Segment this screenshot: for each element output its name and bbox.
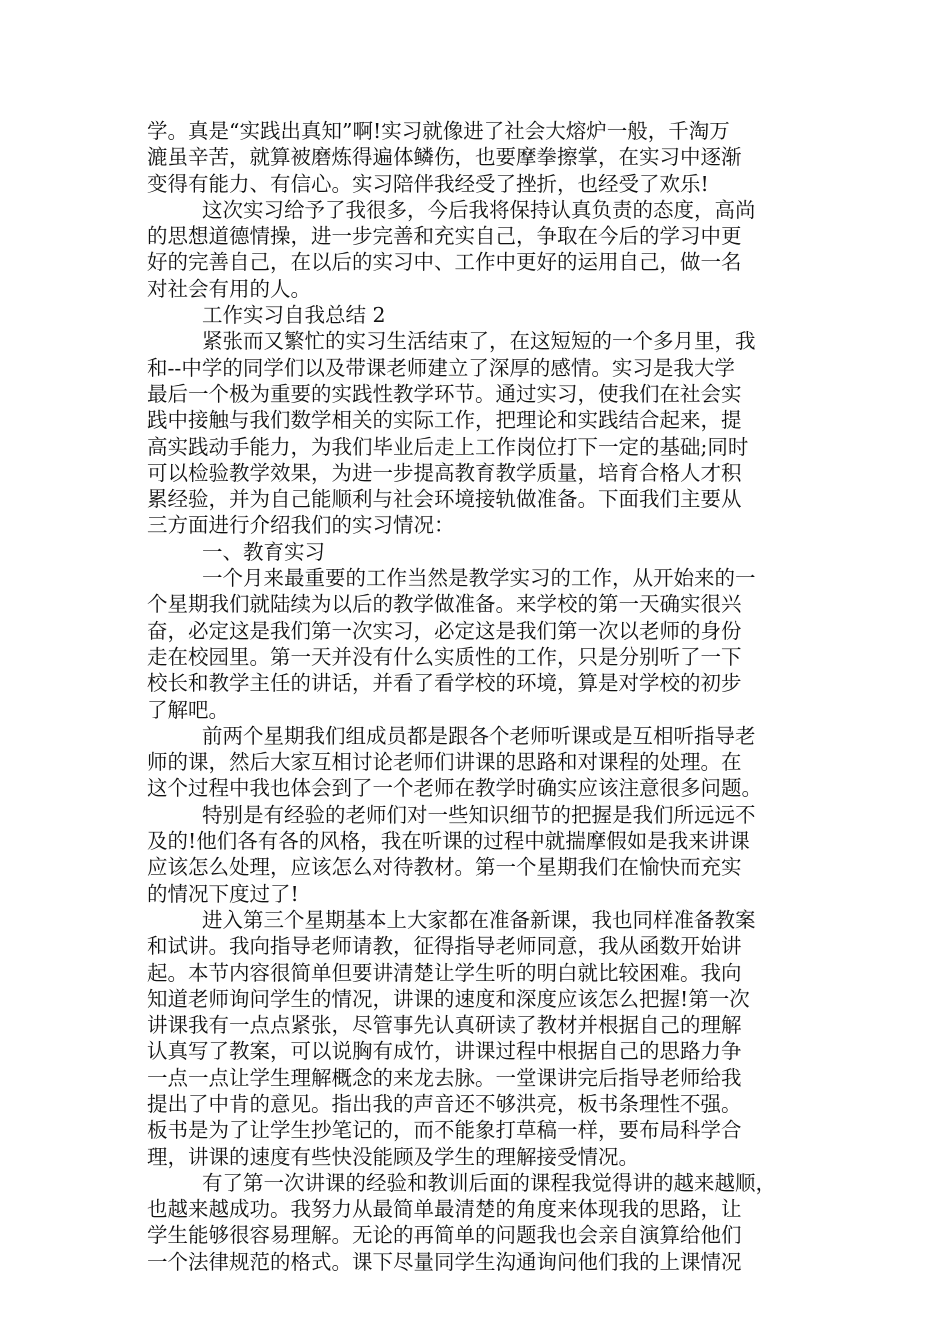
text-line: 变得有能力、有信心。实习陪伴我经受了挫折，也经受了欢乐! bbox=[147, 171, 709, 196]
text-line: 一点一点让学生理解概念的来龙去脉。一堂课讲完后指导老师给我 bbox=[147, 1065, 742, 1090]
text-line: 认真写了教案，可以说胸有成竹，讲课过程中根据自己的思路力争 bbox=[147, 1039, 742, 1064]
text-line: 了解吧。 bbox=[147, 697, 229, 722]
text-line: 工作实习自我总结 2 bbox=[202, 303, 386, 328]
text-line: 特别是有经验的老师们对一些知识细节的把握是我们所远远不 bbox=[202, 802, 756, 827]
document-body bbox=[147, 118, 807, 1275]
text-line: 和--中学的同学们以及带课老师建立了深厚的感情。实习是我大学 bbox=[147, 355, 735, 380]
text-line: 好的完善自己，在以后的实习中、工作中更好的运用自己，做一名 bbox=[147, 250, 742, 275]
text-line: 讲课我有一点点紧张，尽管事先认真研读了教材并根据自己的理解 bbox=[147, 1013, 742, 1038]
text-line: 践中接触与我们数学相关的实际工作，把理论和实践结合起来，提 bbox=[147, 408, 742, 433]
text-line: 前两个星期我们组成员都是跟各个老师听课或是互相听指导老 bbox=[202, 723, 756, 748]
text-line: 进入第三个星期基本上大家都在准备新课，我也同样准备教案 bbox=[202, 907, 756, 932]
text-line: 三方面进行介绍我们的实习情况： bbox=[147, 513, 455, 538]
text-line: 最后一个极为重要的实践性教学环节。通过实习，使我们在社会实 bbox=[147, 381, 742, 406]
text-line: 及的!他们各有各的风格，我在听课的过程中就揣摩假如是我来讲课 bbox=[147, 829, 750, 854]
text-line: 一个月来最重要的工作当然是教学实习的工作，从开始来的一 bbox=[202, 566, 756, 591]
text-line: 紧张而又繁忙的实习生活结束了，在这短短的一个多月里，我 bbox=[202, 329, 756, 354]
text-line: 累经验，并为自己能顺利与社会环境接轨做准备。下面我们主要从 bbox=[147, 487, 742, 512]
text-line: 的思想道德情操，进一步完善和充实自己，争取在今后的学习中更 bbox=[147, 224, 742, 249]
text-line: 提出了中肯的意见。指出我的声音还不够洪亮，板书条理性不强。 bbox=[147, 1091, 742, 1116]
text-line: 学。真是“实践出真知”啊!实习就像进了社会大熔炉一般，千淘万 bbox=[147, 119, 730, 143]
text-line: 走在校园里。第一天并没有什么实质性的工作，只是分别听了一下 bbox=[147, 644, 742, 669]
text-line: 一、教育实习 bbox=[202, 539, 325, 564]
text-line: 可以检验教学效果，为进一步提高教育教学质量，培育合格人才积 bbox=[147, 460, 742, 485]
text-line: 对社会有用的人。 bbox=[147, 276, 311, 301]
text-line: 个星期我们就陆续为以后的教学做准备。来学校的第一天确实很兴 bbox=[147, 592, 742, 617]
text-line: 和试讲。我向指导老师请教，征得指导老师同意，我从函数开始讲 bbox=[147, 934, 742, 959]
text-line: 起。本节内容很简单但要讲清楚让学生听的明白就比较困难。我向 bbox=[147, 960, 742, 985]
text-line: 板书是为了让学生抄笔记的，而不能象打草稿一样，要布局科学合 bbox=[147, 1118, 742, 1143]
text-line: 学生能够很容易理解。无论的再简单的问题我也会亲自演算给他们 bbox=[147, 1223, 742, 1248]
text-line: 一个法律规范的格式。课下尽量同学生沟通询问他们我的上课情况 bbox=[147, 1249, 742, 1274]
text-line: 应该怎么处理，应该怎么对待教材。第一个星期我们在愉快而充实 bbox=[147, 855, 742, 880]
text-line: 这次实习给予了我很多，今后我将保持认真负责的态度，高尚 bbox=[202, 197, 756, 222]
text-line: 有了第一次讲课的经验和教训后面的课程我觉得讲的越来越顺， bbox=[202, 1170, 776, 1195]
text-line: 理，讲课的速度有些快没能顾及学生的理解接受情况。 bbox=[147, 1144, 639, 1169]
text-line: 高实践动手能力，为我们毕业后走上工作岗位打下一定的基础;同时 bbox=[147, 434, 749, 459]
text-line: 师的课，然后大家互相讨论老师们讲课的思路和对课程的处理。在 bbox=[147, 750, 742, 775]
text-line: 奋，必定这是我们第一次实习，必定这是我们第一次以老师的身份 bbox=[147, 618, 742, 643]
text-line: 这个过程中我也体会到了一个老师在教学时确实应该注意很多问题。 bbox=[147, 776, 762, 801]
text-line: 校长和教学主任的讲话，并看了看学校的环境，算是对学校的初步 bbox=[147, 671, 742, 696]
text-line: 的情况下度过了! bbox=[147, 881, 299, 906]
text-line: 也越来越成功。我努力从最简单最清楚的角度来体现我的思路，让 bbox=[147, 1197, 742, 1222]
text-line: 知道老师询问学生的情况，讲课的速度和深度应该怎么把握!第一次 bbox=[147, 986, 750, 1011]
text-line: 漉虽辛苦，就算被磨炼得遍体鳞伤，也要摩拳擦掌，在实习中逐渐 bbox=[147, 145, 742, 170]
